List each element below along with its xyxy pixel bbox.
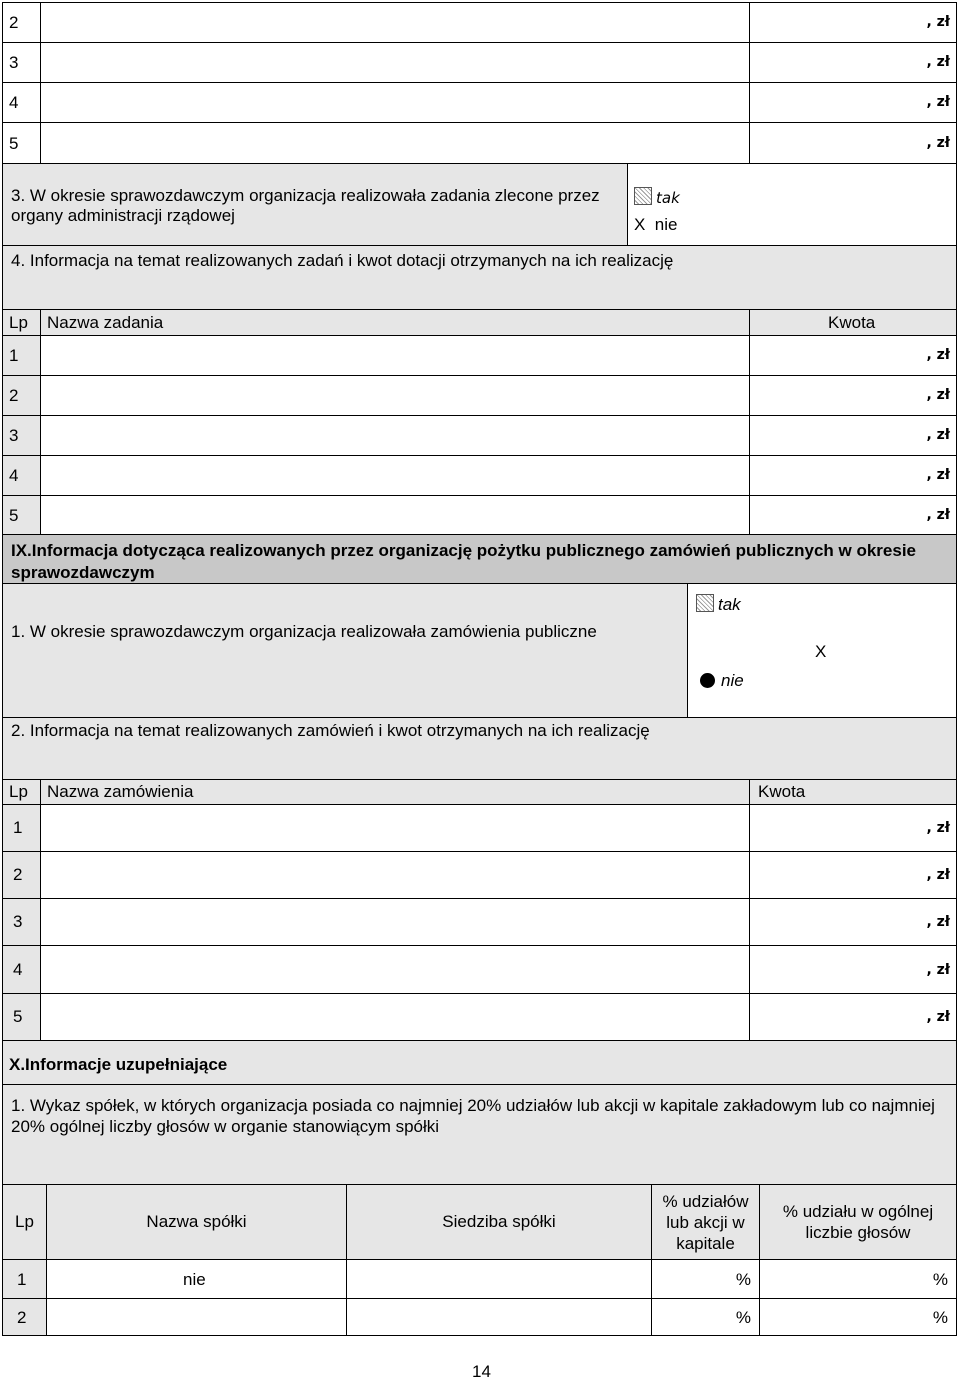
col-header-shares: % udziałów lub akcji w kapitale xyxy=(651,1184,760,1260)
option-yes[interactable]: tak xyxy=(696,594,741,615)
name-field[interactable] xyxy=(40,851,751,899)
question-cell xyxy=(2,1084,957,1185)
question-text: 1. Wykaz spółek, w których organizacja posiada co najmniej 20% udziałów lub akcji w kapitale zakładowym lub co najmniej 20% ogólnej liczby głosów w organie stanowiącym spółki xyxy=(11,1096,935,1136)
answer-cell xyxy=(627,163,957,246)
votes-field[interactable]: % xyxy=(759,1298,957,1336)
question-cell xyxy=(2,163,628,246)
question-cell xyxy=(2,245,957,310)
name-field[interactable] xyxy=(40,804,751,852)
table-row-lp: 1 xyxy=(2,1259,47,1299)
name-field[interactable] xyxy=(40,335,751,376)
section-heading: IX.Informacja dotycząca realizowanych przez organizację pożytku publicznego zamówień publicznych w okresie sprawozdawczym xyxy=(2,534,957,584)
table-row-lp: 3 xyxy=(2,42,42,83)
checkbox-icon xyxy=(634,187,652,205)
company-seat-field[interactable] xyxy=(346,1259,652,1299)
col-header-name: Nazwa zamówienia xyxy=(40,779,751,805)
amount-field[interactable]: , zł xyxy=(749,335,957,376)
name-field[interactable] xyxy=(40,2,751,43)
question-text: 2. Informacja na temat realizowanych zamówień i kwot otrzymanych na ich realizację xyxy=(11,721,650,740)
votes-field[interactable]: % xyxy=(759,1259,957,1299)
table-row-lp: 5 xyxy=(2,495,42,535)
amount-field[interactable]: , zł xyxy=(749,945,957,994)
table-row-lp: 1 xyxy=(2,335,42,376)
col-header-amount: Kwota xyxy=(749,309,957,336)
table-row-lp: 4 xyxy=(2,945,42,994)
col-header-lp: Lp xyxy=(2,779,42,805)
col-header-lp: Lp xyxy=(2,1184,47,1260)
name-field[interactable] xyxy=(40,993,751,1041)
table-row-lp: 4 xyxy=(2,82,42,123)
table-row-lp: 4 xyxy=(2,455,42,496)
col-header-amount: Kwota xyxy=(749,779,957,805)
company-name-field[interactable] xyxy=(46,1298,347,1336)
name-field[interactable] xyxy=(40,82,751,123)
name-field[interactable] xyxy=(40,945,751,994)
company-name-field[interactable]: nie xyxy=(46,1259,347,1299)
question-cell xyxy=(2,717,957,780)
name-field[interactable] xyxy=(40,455,751,496)
name-field[interactable] xyxy=(40,898,751,946)
name-field[interactable] xyxy=(40,495,751,535)
amount-field[interactable]: , zł xyxy=(749,42,957,83)
amount-field[interactable]: , zł xyxy=(749,415,957,456)
amount-field[interactable]: , zł xyxy=(749,82,957,123)
question-text: 4. Informacja na temat realizowanych zadań i kwot dotacji otrzymanych na ich realizację xyxy=(11,251,674,270)
name-field[interactable] xyxy=(40,375,751,416)
question-cell xyxy=(2,583,688,718)
table-row-lp: 5 xyxy=(2,993,42,1041)
shares-field[interactable]: % xyxy=(651,1298,760,1336)
answer-cell xyxy=(687,583,957,718)
amount-field[interactable]: , zł xyxy=(749,2,957,43)
col-header-name: Nazwa zadania xyxy=(40,309,751,336)
table-row-lp: 3 xyxy=(2,415,42,456)
table-row-lp: 2 xyxy=(2,1298,47,1336)
amount-field[interactable]: , zł xyxy=(749,804,957,852)
col-header-votes: % udziału w ogólnej liczbie głosów xyxy=(759,1184,957,1260)
table-row-lp: 2 xyxy=(2,2,42,43)
company-seat-field[interactable] xyxy=(346,1298,652,1336)
amount-field[interactable]: , zł xyxy=(749,993,957,1041)
amount-field[interactable]: , zł xyxy=(749,495,957,535)
answer-mark: X xyxy=(815,642,827,661)
amount-field[interactable]: , zł xyxy=(749,122,957,164)
table-row-lp: 1 xyxy=(2,804,42,852)
question-text: 1. W okresie sprawozdawczym organizacja realizowała zamówienia publiczne xyxy=(11,622,597,641)
shares-field[interactable]: % xyxy=(651,1259,760,1299)
amount-field[interactable]: , zł xyxy=(749,375,957,416)
col-header-company-seat: Siedziba spółki xyxy=(346,1184,652,1260)
col-header-company-name: Nazwa spółki xyxy=(46,1184,347,1260)
radio-filled-icon xyxy=(700,673,715,688)
option-yes[interactable]: tak xyxy=(634,187,680,208)
name-field[interactable] xyxy=(40,122,751,164)
table-row-lp: 2 xyxy=(2,375,42,416)
option-no[interactable]: X nie xyxy=(634,215,678,234)
section-heading: X.Informacje uzupełniające xyxy=(2,1040,957,1085)
checkbox-icon xyxy=(696,594,714,612)
question-text: 3. W okresie sprawozdawczym organizacja realizowała zadania zlecone przez organy administracji rządowej xyxy=(11,186,600,225)
name-field[interactable] xyxy=(40,42,751,83)
name-field[interactable] xyxy=(40,415,751,456)
page-number: 14 xyxy=(472,1362,491,1381)
table-row-lp: 5 xyxy=(2,122,42,164)
amount-field[interactable]: , zł xyxy=(749,851,957,899)
amount-field[interactable]: , zł xyxy=(749,898,957,946)
option-no[interactable]: nie xyxy=(700,671,744,691)
table-row-lp: 2 xyxy=(2,851,42,899)
amount-field[interactable]: , zł xyxy=(749,455,957,496)
table-row-lp: 3 xyxy=(2,898,42,946)
col-header-lp: Lp xyxy=(2,309,42,336)
